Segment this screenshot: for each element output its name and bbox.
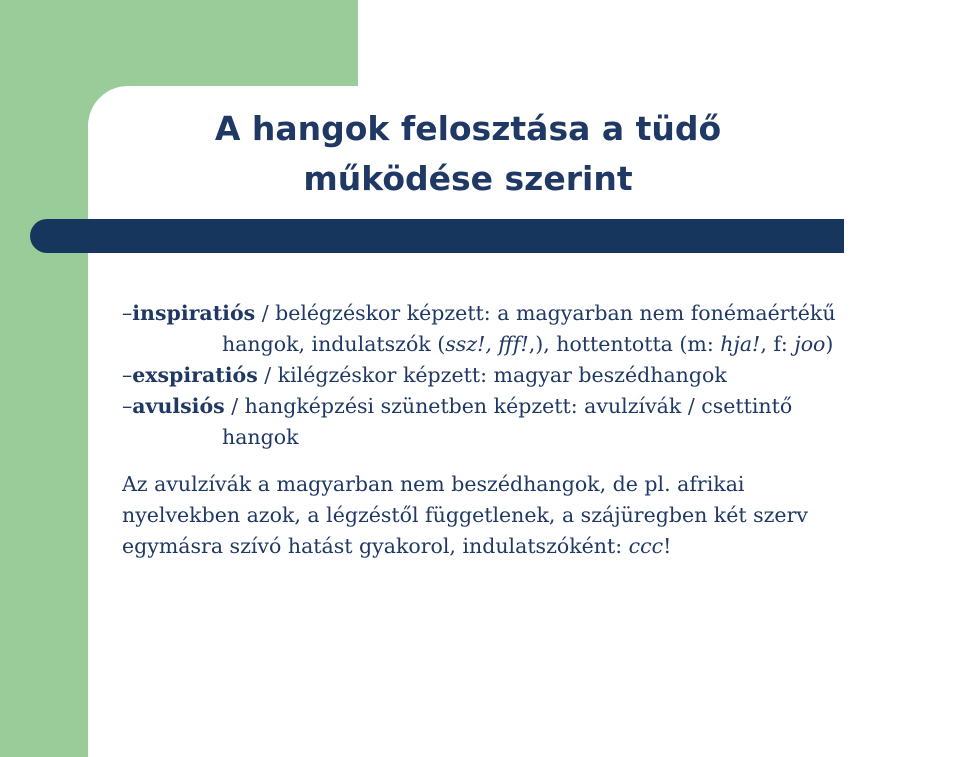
example-italic: hja! [720,332,761,356]
item-continuation: hangok [222,425,299,449]
item-text: / hangképzési szünetben képzett: avulzívák / csettintő [224,394,793,418]
paragraph-line [122,531,958,562]
cont-text: ) [825,332,834,356]
slide-body [122,298,958,562]
term-inspiratios: inspiratiós [132,301,256,325]
list-item-avulsios [122,391,958,453]
term-exspiratios: exspiratiós [132,363,258,387]
example-italic: ccc [628,534,664,558]
slide-title-line-2: működése szerint [303,159,633,198]
slide-title-line-1: A hangok felosztása a tüdő [214,109,722,148]
list-dash: – [122,394,133,418]
cont-text: ,), hottentotta (m: [528,332,721,356]
paragraph-text: egymásra szívó hatást gyakorol, indulatszóként: [122,534,629,558]
item-text: / kilégzéskor képzett: magyar beszédhangok [257,363,727,387]
cont-text: hangok, indulatszók ( [222,332,446,356]
example-italic: ssz!, fff! [445,332,529,356]
list-dash: – [122,301,133,325]
list-item-exspiratios [122,360,958,391]
item-text: / belégzéskor képzett: a magyarban nem fonémaértékű [255,301,836,325]
slide-title [188,104,748,204]
example-italic: joo [794,332,826,356]
term-avulsios: avulsiós [132,394,225,418]
paragraph-text: ! [663,534,672,558]
paragraph-line: nyelvekben azok, a légzéstől függetlenek, a szájüregben két szerv [122,503,808,527]
explanation-paragraph [122,469,958,562]
list-dash: – [122,363,133,387]
list-item-inspiratios [122,298,958,360]
title-divider-bar [30,219,844,253]
paragraph-line: Az avulzívák a magyarban nem beszédhangok, de pl. afrikai [122,472,745,496]
cont-text: , f: [760,332,795,356]
item-continuation [122,329,958,360]
